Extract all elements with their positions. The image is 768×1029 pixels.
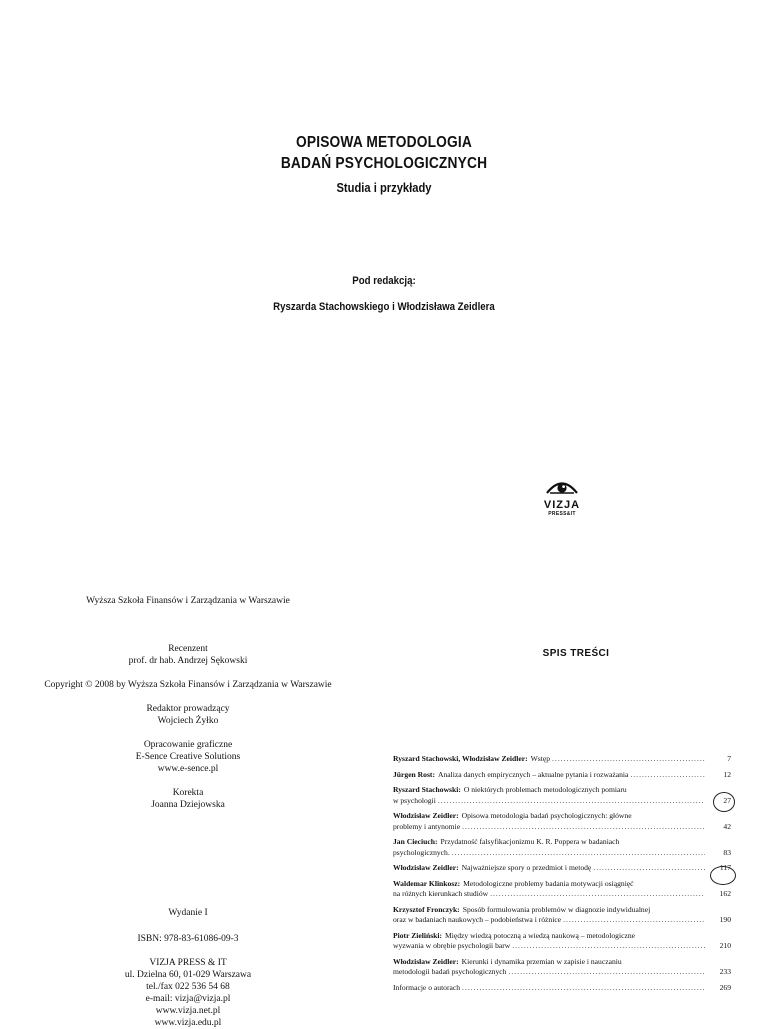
toc-entry [393,957,731,978]
toc-entry [393,785,731,806]
toc-page: 162 [719,889,731,898]
toc-title: SPIS TREŚCI [542,648,610,659]
lead-editor-label: Redaktor prowadzący [146,704,230,714]
publisher-name: VIZJA PRESS & IT [149,958,227,968]
publisher-web-1: www.vizja.net.pl [155,1006,221,1016]
editors-names: Ryszarda Stachowskiego i Włodzisława Zeidlera [273,301,495,313]
toc-page: 7 [727,754,731,763]
credits-edition [0,907,376,919]
toc-title-text-cont: w psychologii [393,795,436,805]
toc-page: 83 [723,847,731,857]
toc-entry [393,983,731,994]
isbn: ISBN: 978-83-61086-09-3 [137,934,239,944]
toc-title-text-cont: wyzwania w obrębie psychologii barw [393,941,511,950]
toc-page: 269 [719,982,731,992]
toc-entry [393,879,731,900]
book-title-line-2: BADAŃ PSYCHOLOGICZNYCH [280,155,488,172]
toc-title-text: Między wiedzą potoczną a wiedzą naukową – metodologiczne [445,930,635,940]
toc-title-text: Informacje o autorach [393,982,461,992]
toc-title-text: O niektórych problemach metodologicznych pomiaru [463,785,627,794]
copyright-text: Copyright © 2008 by Wyższa Szkoła Finansów i Zarządzania w Warszawie [44,680,332,690]
credits-reviewer [0,643,376,667]
toc-title-text-cont: psychologicznych. [393,847,450,857]
book-subtitle: Studia i przykłady [336,180,432,195]
toc-page: 27 [723,795,731,805]
publisher-email: e-mail: vizja@vizja.pl [145,994,231,1004]
toc-page: 42 [723,821,731,831]
publisher-address: ul. Dzielna 60, 01-029 Warszawa [124,970,252,980]
eye-logo-icon [544,476,580,498]
credits-lead-editor [0,703,376,727]
table-of-contents [393,754,731,998]
toc-entry [393,837,731,858]
publisher-phone: tel./fax 022 536 54 68 [146,982,230,992]
toc-author: Krzysztof Fronczyk: [393,904,460,914]
credits-publisher [0,957,376,1029]
toc-title-text: Opisowa metodologia badań psychologicznych: główne [461,811,632,820]
toc-page: 12 [723,769,731,779]
credits-isbn [0,933,376,945]
toc-page: 190 [719,915,731,924]
toc-author: Jan Cieciuch: [393,837,438,846]
toc-author: Jürgen Rost: [393,769,435,779]
toc-author: Włodzisław Zeidler: [393,811,459,820]
toc-title-text: Metodologiczne problemy badania motywacji osiągnięć [463,878,634,888]
toc-entry [393,931,731,952]
toc-entry [393,754,731,765]
book-title-block [194,132,574,195]
toc-entry [393,811,731,832]
toc-author: Ryszard Stachowski, Włodzisław Zeidler: [393,754,528,763]
toc-title-text-cont: metodologii badań psychologicznych [393,967,507,976]
toc-page: 117 [719,863,731,872]
reviewer-label: Recenzent [168,644,208,654]
toc-page: 233 [719,967,731,976]
toc-title-text: Wstęp [530,754,551,763]
toc-author: Piotr Zieliński: [393,930,443,940]
proof-name: Joanna Dziejowska [151,800,225,810]
toc-entry [393,770,731,781]
toc-entry [393,905,731,926]
logo-subtext: PRESS&IT [548,511,576,517]
toc-author: Włodzisław Zeidler: [393,956,459,966]
reviewer-name: prof. dr hab. Andrzej Sękowski [128,656,248,666]
credits-copyright [0,679,376,691]
publisher-web-2: www.vizja.edu.pl [154,1018,222,1028]
edition: Wydanie I [168,908,208,918]
editors-label: Pod redakcją: [352,275,416,287]
credits-proofreading [0,787,376,811]
credits-institution [0,595,376,607]
toc-title-text-cont: oraz w badaniach naukowych – podobieństwa i różnice [393,915,562,924]
graphics-label: Opracowanie graficzne [143,740,233,750]
handwritten-circle-mark [710,866,736,885]
logo-wordmark: VIZJA [543,499,581,511]
lead-editor-name: Wojciech Żyłko [157,716,219,726]
publisher-logo [537,476,587,518]
handwritten-circle-mark [713,792,735,812]
toc-page: 210 [719,941,731,950]
toc-entry [393,863,731,874]
toc-author: Ryszard Stachowski: [393,785,461,794]
toc-author: Włodzisław Zeidler: [393,863,459,872]
toc-title-text: Przydatność falsyfikacjonizmu K. R. Poppera w badaniach [440,837,620,846]
book-title-line-1: OPISOWA METODOLOGIA [295,134,473,151]
credits-graphics [0,739,376,775]
graphics-url: www.e-sence.pl [157,764,219,774]
toc-title-text: Najważniejsze spory o przedmiot i metodę [461,863,592,872]
toc-title-text: Sposób formułowania problemów w diagnozie indywidualnej [462,904,651,914]
proof-label: Korekta [172,788,204,798]
institution-name: Wyższa Szkoła Finansów i Zarządzania w Warszawie [86,596,290,606]
toc-author: Waldemar Klinkosz: [393,878,461,888]
toc-title-text: Kierunki i dynamika przemian w zapisie i nauczaniu [461,956,622,966]
toc-title-text-cont: problemy i antynomie [393,821,461,831]
toc-title-text: Analiza danych empirycznych – aktualne pytania i rozważania [437,769,629,779]
toc-title-text-cont: na różnych kierunkach studiów [393,889,489,898]
graphics-name: E-Sence Creative Solutions [135,752,241,762]
